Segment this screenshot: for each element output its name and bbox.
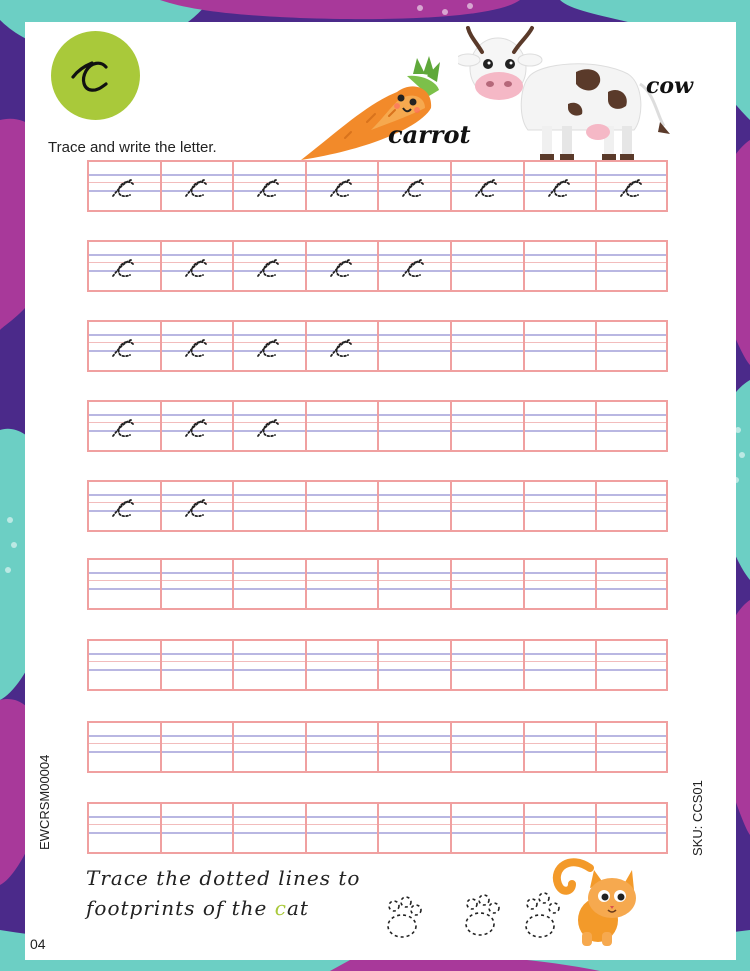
writing-cell[interactable] xyxy=(305,400,378,452)
dotted-letter-c-icon xyxy=(107,254,143,280)
writing-cell[interactable] xyxy=(377,721,450,773)
writing-cell[interactable] xyxy=(523,240,596,292)
writing-row xyxy=(87,558,668,610)
carrot-word: carrot xyxy=(388,120,471,149)
writing-cell[interactable] xyxy=(523,721,596,773)
writing-cell[interactable] xyxy=(232,639,305,691)
writing-cell[interactable] xyxy=(87,240,160,292)
writing-cell[interactable] xyxy=(305,240,378,292)
instruction-text: Trace and write the letter. xyxy=(48,139,217,156)
dotted-letter-c-icon xyxy=(397,254,433,280)
writing-cell[interactable] xyxy=(305,721,378,773)
bottom-instruction-post: at xyxy=(286,896,309,920)
cat-illustration xyxy=(550,848,642,948)
writing-cell[interactable] xyxy=(232,240,305,292)
writing-row xyxy=(87,400,668,452)
writing-cell[interactable] xyxy=(232,480,305,532)
bottom-instruction-line-2 xyxy=(86,896,309,920)
writing-cell[interactable] xyxy=(377,240,450,292)
cow-word: cow xyxy=(646,73,694,99)
dotted-letter-c-icon xyxy=(180,494,216,520)
writing-cell[interactable] xyxy=(595,480,668,532)
dotted-letter-c-icon xyxy=(107,414,143,440)
writing-cell[interactable] xyxy=(450,480,523,532)
dotted-letter-c-icon xyxy=(107,174,143,200)
writing-cell[interactable] xyxy=(450,558,523,610)
dotted-letter-c-icon xyxy=(107,334,143,360)
dotted-letter-c-icon xyxy=(252,254,288,280)
writing-cell[interactable] xyxy=(523,160,596,212)
writing-row xyxy=(87,802,668,854)
writing-cell[interactable] xyxy=(160,639,233,691)
writing-cell[interactable] xyxy=(450,400,523,452)
highlighted-letter: c xyxy=(274,896,287,920)
writing-cell[interactable] xyxy=(450,240,523,292)
writing-cell[interactable] xyxy=(232,320,305,372)
writing-cell[interactable] xyxy=(160,802,233,854)
writing-row xyxy=(87,160,668,212)
dotted-letter-c-icon xyxy=(397,174,433,200)
writing-cell[interactable] xyxy=(595,240,668,292)
writing-cell[interactable] xyxy=(87,400,160,452)
product-code-left xyxy=(37,754,52,864)
writing-cell[interactable] xyxy=(450,320,523,372)
bottom-instruction-pre: footprints of the xyxy=(86,896,275,920)
sku-code-text: SKU: CCS01 xyxy=(690,780,705,856)
writing-cell[interactable] xyxy=(305,480,378,532)
writing-cell[interactable] xyxy=(160,480,233,532)
dotted-letter-c-icon xyxy=(180,254,216,280)
writing-cell[interactable] xyxy=(450,160,523,212)
writing-cell[interactable] xyxy=(595,639,668,691)
writing-cell[interactable] xyxy=(87,558,160,610)
writing-row xyxy=(87,240,668,292)
writing-cell[interactable] xyxy=(87,160,160,212)
writing-cell[interactable] xyxy=(305,160,378,212)
writing-cell[interactable] xyxy=(377,160,450,212)
writing-row xyxy=(87,320,668,372)
writing-cell[interactable] xyxy=(523,320,596,372)
dotted-letter-c-icon xyxy=(180,334,216,360)
writing-cell[interactable] xyxy=(160,558,233,610)
writing-cell[interactable] xyxy=(305,639,378,691)
dotted-letter-c-icon xyxy=(252,174,288,200)
writing-cell[interactable] xyxy=(595,802,668,854)
dotted-letter-c-icon xyxy=(325,174,361,200)
writing-cell[interactable] xyxy=(450,639,523,691)
writing-row xyxy=(87,721,668,773)
writing-cell[interactable] xyxy=(160,240,233,292)
writing-cell[interactable] xyxy=(523,480,596,532)
writing-cell[interactable] xyxy=(377,558,450,610)
bottom-instruction-line-1: Trace the dotted lines to xyxy=(86,866,361,890)
writing-cell[interactable] xyxy=(523,639,596,691)
writing-cell[interactable] xyxy=(450,802,523,854)
writing-cell[interactable] xyxy=(595,160,668,212)
writing-cell[interactable] xyxy=(595,558,668,610)
product-code-text: EWCRSM00004 xyxy=(37,754,52,850)
writing-cell[interactable] xyxy=(523,802,596,854)
writing-cell[interactable] xyxy=(305,320,378,372)
writing-cell[interactable] xyxy=(523,400,596,452)
writing-cell[interactable] xyxy=(232,160,305,212)
dotted-letter-c-icon xyxy=(615,174,651,200)
writing-cell[interactable] xyxy=(232,558,305,610)
writing-cell[interactable] xyxy=(450,721,523,773)
writing-cell[interactable] xyxy=(160,721,233,773)
dotted-letter-c-icon xyxy=(252,414,288,440)
writing-cell[interactable] xyxy=(377,480,450,532)
writing-cell[interactable] xyxy=(305,802,378,854)
dotted-letter-c-icon xyxy=(543,174,579,200)
writing-cell[interactable] xyxy=(595,721,668,773)
writing-cell[interactable] xyxy=(595,320,668,372)
writing-row xyxy=(87,480,668,532)
writing-cell[interactable] xyxy=(377,802,450,854)
writing-cell[interactable] xyxy=(232,721,305,773)
dotted-letter-c-icon xyxy=(107,494,143,520)
writing-cell[interactable] xyxy=(160,320,233,372)
writing-cell[interactable] xyxy=(87,320,160,372)
writing-cell[interactable] xyxy=(160,400,233,452)
dotted-letter-c-icon xyxy=(180,414,216,440)
writing-cell[interactable] xyxy=(87,721,160,773)
writing-cell[interactable] xyxy=(232,802,305,854)
writing-cell[interactable] xyxy=(377,400,450,452)
dotted-letter-c-icon xyxy=(325,254,361,280)
dotted-letter-c-icon xyxy=(180,174,216,200)
dotted-letter-c-icon xyxy=(252,334,288,360)
writing-cell[interactable] xyxy=(377,639,450,691)
page-number: 04 xyxy=(30,936,46,952)
writing-cell[interactable] xyxy=(160,160,233,212)
dotted-letter-c-icon xyxy=(470,174,506,200)
writing-cell[interactable] xyxy=(87,639,160,691)
writing-cell[interactable] xyxy=(87,480,160,532)
writing-cell[interactable] xyxy=(377,320,450,372)
writing-cell[interactable] xyxy=(232,400,305,452)
writing-cell[interactable] xyxy=(595,400,668,452)
footprints-icon xyxy=(380,890,570,942)
dotted-letter-c-icon xyxy=(325,334,361,360)
writing-cell[interactable] xyxy=(305,558,378,610)
writing-row xyxy=(87,639,668,691)
writing-cell[interactable] xyxy=(523,558,596,610)
writing-cell[interactable] xyxy=(87,802,160,854)
